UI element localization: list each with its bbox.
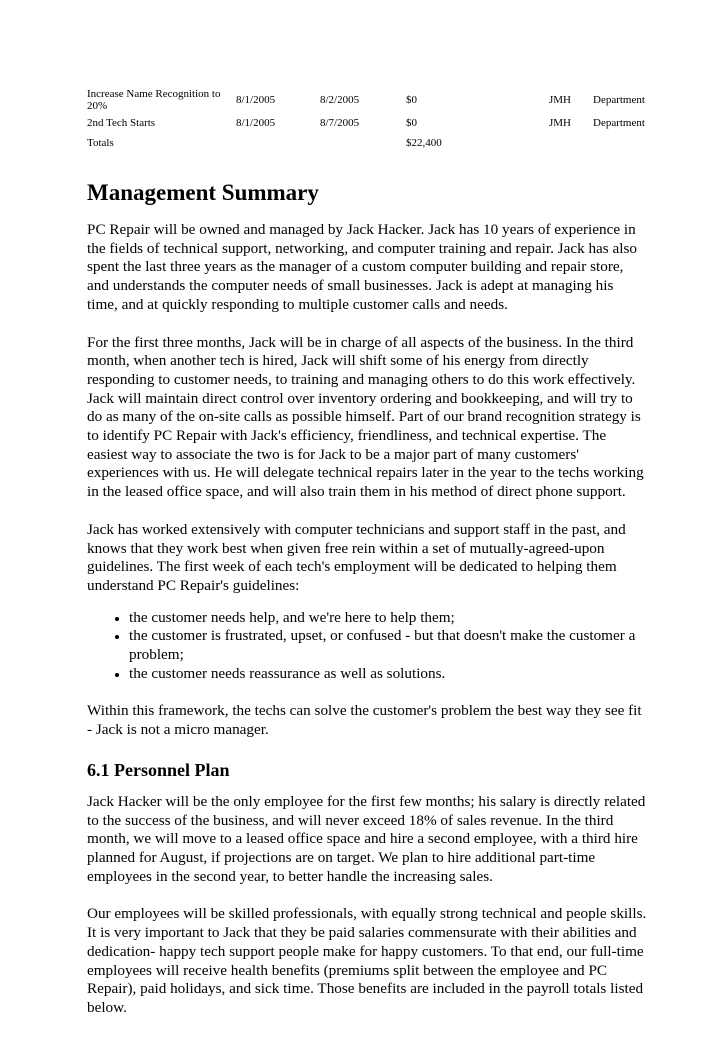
totals-budget: $22,400 xyxy=(406,137,442,149)
document-body xyxy=(87,178,647,1037)
manager: JMH xyxy=(549,94,572,106)
budget: $0 xyxy=(406,117,417,129)
milestones-table xyxy=(87,88,647,152)
milestone-name: Increase Name Recognition to 20% xyxy=(87,88,221,112)
totals-label: Totals xyxy=(87,137,114,149)
table-row xyxy=(87,112,647,134)
list-item: • the customer is frustrated, upset, or confused - but that doesn't make the customer a problem; xyxy=(129,627,647,664)
paragraph: Jack Hacker will be the only employee for the first few months; his salary is directly related to the success of the business, and will never exceed 18% of sales revenue. In the third month, we will move to a leased office space and hire a second employee, with a third hire planned for August, if projections are on target. We plan to hire additional part-time employees in the second year, to better handle the increasing sales. xyxy=(87,792,646,885)
personnel-plan-heading: 6.1 Personnel Plan xyxy=(87,759,230,780)
paragraph: Jack has worked extensively with computer technicians and support staff in the past, and knows that they work best when given free rein within a set of mutually-agreed-upon guidelines. The first week of each tech's employment will be dedicated to helping them understand PC Repair's guidelines: xyxy=(87,520,626,594)
empty-cell xyxy=(236,134,320,152)
end-date: 8/7/2005 xyxy=(320,117,360,129)
start-date: 8/1/2005 xyxy=(236,117,276,129)
list-item: • the customer needs reassurance as well as solutions. xyxy=(129,665,647,684)
empty-cell xyxy=(549,134,593,152)
milestone-name: 2nd Tech Starts xyxy=(87,117,156,129)
paragraph: Our employees will be skilled professionals, with equally strong technical and people skills. It is very important to Jack that they be paid salaries commensurate with their abilities and dedication- happy tech support people make for happy customers. To that end, our full-time employees will receive health benefits (premiums split between the employee and PC Repair), paid holidays, and sick time. Those benefits are included in the payroll totals listed below. xyxy=(87,905,647,1016)
manager: JMH xyxy=(549,117,572,129)
empty-cell xyxy=(593,134,647,152)
management-summary-heading: Management Summary xyxy=(87,180,319,205)
end-date: 8/2/2005 xyxy=(320,94,360,106)
paragraph: For the first three months, Jack will be in charge of all aspects of the business. In the third month, when another tech is hired, Jack will shift some of his energy from directly responding to customer needs, to training and managing others to do this work effectively. Jack will maintain direct control over inventory ordering and bookkeeping, and will try to do as many of the on-site calls as possible himself. Part of our brand recognition strategy is to identify PC Repair with Jack's efficiency, friendliness, and technical expertise. The easiest way to associate the two is for Jack to be a major part of many customers' experiences with us. He will delegate technical repairs later in the year to the techs working in the leased office space, and will also train them in his method of direct phone support. xyxy=(87,333,644,501)
paragraph: PC Repair will be owned and managed by Jack Hacker. Jack has 10 years of experience in the fields of technical support, networking, and computer training and repair. Jack has also spent the last three years as the manager of a custom computer building and repair store, and understands the computer needs of small businesses. Jack is adept at managing his time, and at quickly responding to multiple customer calls and needs. xyxy=(87,221,637,313)
budget: $0 xyxy=(406,94,417,106)
totals-row xyxy=(87,134,647,152)
guidelines-list xyxy=(87,609,647,684)
department: Department xyxy=(593,94,645,106)
paragraph: Within this framework, the techs can solve the customer's problem the best way they see fit - Jack is not a micro manager. xyxy=(87,702,642,739)
department: Department xyxy=(593,117,645,129)
table-row xyxy=(87,88,647,112)
list-item: • the customer needs help, and we're here to help them; xyxy=(129,609,647,628)
start-date: 8/1/2005 xyxy=(236,94,276,106)
empty-cell xyxy=(320,134,406,152)
